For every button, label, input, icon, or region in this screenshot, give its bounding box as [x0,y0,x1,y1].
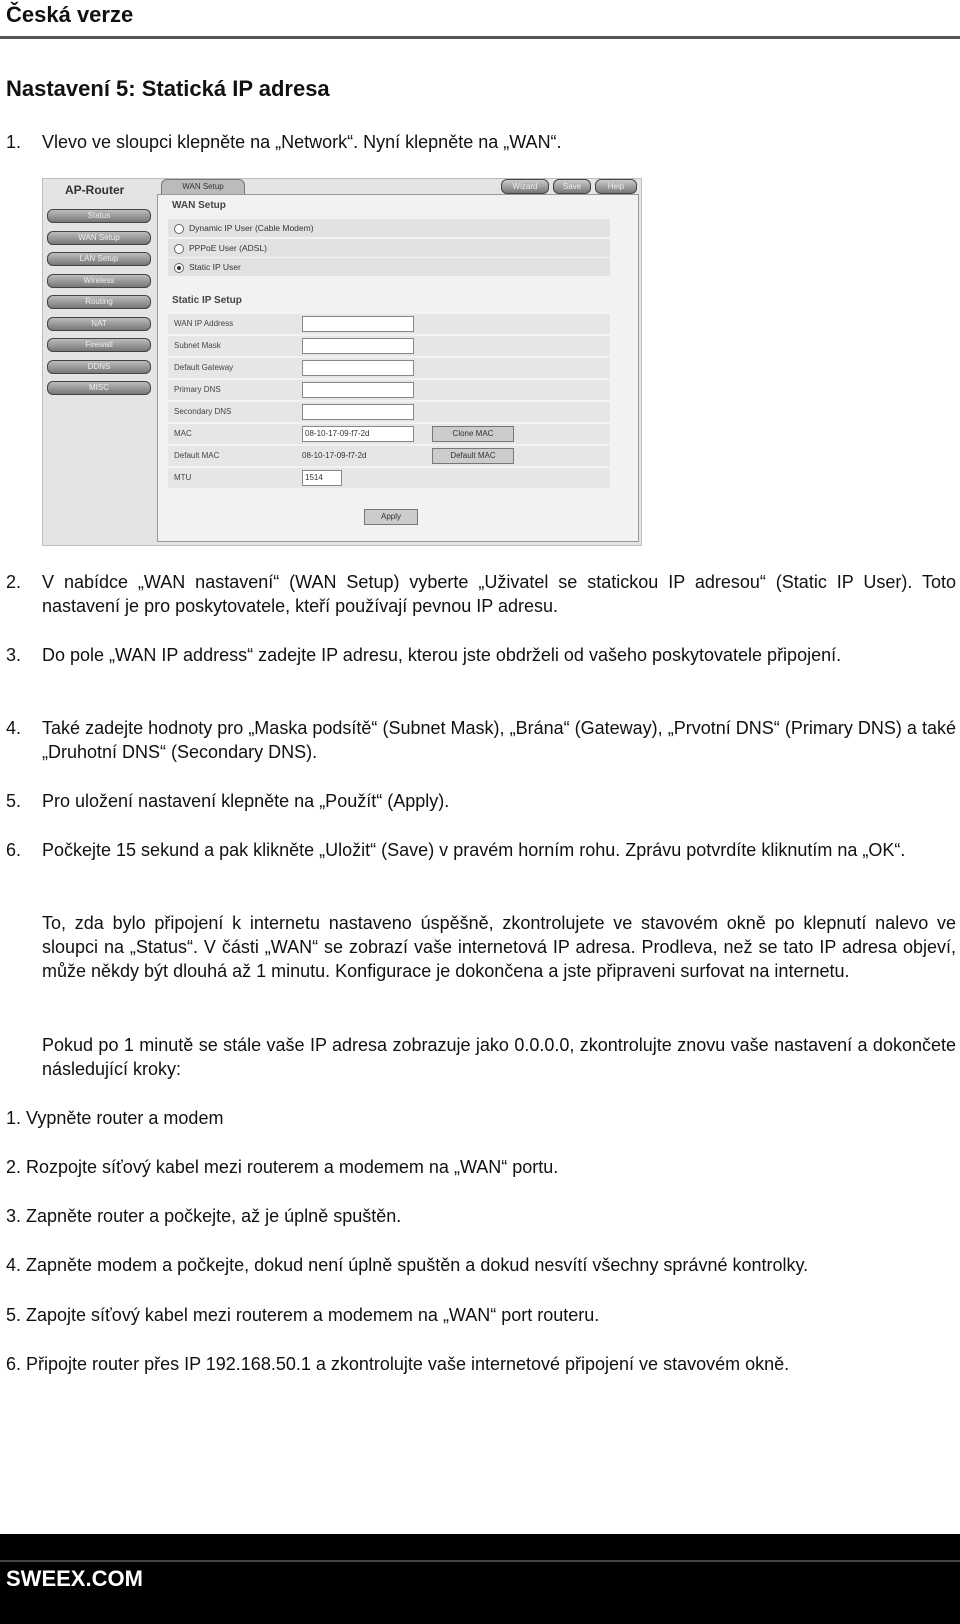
step-3 [0,643,960,691]
troubleshoot-step-6: 6. Připojte router přes IP 192.168.50.1 a zkontrolujte vaše internetové připojení ve stavovém okně. [6,1354,790,1374]
clone-mac-button[interactable]: Clone MAC [432,426,514,442]
tab-wan-setup[interactable]: WAN Setup [161,179,245,195]
apply-button[interactable]: Apply [364,509,418,525]
nav-status-button[interactable]: Status [47,209,151,223]
wan-setup-heading: WAN Setup [172,200,226,211]
step-number: 3. [6,645,22,665]
gateway-label: Default Gateway [174,363,234,372]
row-mac [168,424,610,444]
troubleshoot-step-2: 2. Rozpojte síťový kabel mezi routerem a modemem na „WAN“ portu. [6,1157,559,1177]
wizard-button[interactable]: Wizard [501,179,549,194]
gateway-input[interactable] [302,360,414,376]
step-text: Do pole „WAN IP address“ zadejte IP adresu, kterou jste obdrželi od vašeho poskytovatele připojení. [42,645,842,665]
step-number: 2. [6,572,22,592]
option-static-ip[interactable] [168,258,610,276]
secondary-dns-label: Secondary DNS [174,407,232,416]
row-secondary-dns [168,402,610,422]
footer-brand: SWEEX.COM [6,1566,143,1591]
nav-ddns-button[interactable]: DDNS [47,360,151,374]
subnet-label: Subnet Mask [174,341,221,350]
wan-ip-label: WAN IP Address [174,319,234,328]
primary-dns-input[interactable] [302,382,414,398]
wan-ip-input[interactable] [302,316,414,332]
router-left-nav [47,209,151,403]
nav-nat-button[interactable]: NAT [47,317,151,331]
wan-setup-panel [157,194,639,542]
option-label: Static IP User [189,262,241,272]
troubleshoot-step-3: 3. Zapněte router a počkejte, až je úplně spuštěn. [6,1206,402,1226]
troubleshoot-step-5: 5. Zapojte síťový kabel mezi routerem a modemem na „WAN“ port routeru. [6,1305,600,1325]
radio-icon [174,244,184,254]
nav-misc-button[interactable]: MISC [47,381,151,395]
step-2 [0,570,960,618]
default-mac-label: Default MAC [174,451,220,460]
nav-firewall-button[interactable]: Firewall [47,338,151,352]
row-default-mac [168,446,610,466]
router-screenshot [42,178,642,546]
secondary-dns-input[interactable] [302,404,414,420]
step-number: 1. [6,132,22,152]
step-text: Pro uložení nastavení klepněte na „Použít“ (Apply). [42,791,450,811]
nav-wan-setup-button[interactable]: WAN Setup [47,231,151,245]
step-5 [0,789,960,813]
step-6 [0,838,960,886]
footer-divider [0,1560,960,1562]
row-wan-ip [168,314,610,334]
static-ip-heading: Static IP Setup [172,295,242,306]
default-mac-button[interactable]: Default MAC [432,448,514,464]
radio-selected-icon [174,263,184,273]
router-brand: AP-Router [65,183,125,197]
step-number: 4. [6,718,22,738]
section-heading: Nastavení 5: Statická IP adresa [6,76,330,101]
step-number: 5. [6,791,22,811]
mtu-input[interactable]: 1514 [302,470,342,486]
nav-wireless-button[interactable]: Wireless [47,274,151,288]
nav-routing-button[interactable]: Routing [47,295,151,309]
row-primary-dns [168,380,610,400]
step-text: Počkejte 15 sekund a pak klikněte „Uložit“ (Save) v pravém horním rohu. Zprávu potvrdíte kliknutím na „OK“. [42,840,906,860]
row-gateway [168,358,610,378]
title-rule [0,36,960,39]
step-text: V nabídce „WAN nastavení“ (WAN Setup) vyberte „Uživatel se statickou IP adresou“ (Static IP User). Toto nastavení je pro poskytovatele, kteří používají pevnou IP adresu. [42,572,956,616]
status-paragraph: To, zda bylo připojení k internetu nastaveno úspěšně, zkontrolujete ve stavovém okně po klepnutí nalevo ve sloupci na „Status“. V části „WAN“ se zobrazí vaše internetová IP adresa. Prodleva, než se tato IP adresa objeví, může někdy být dlouhá až 1 minutu. Konfigurace je dokončena a jste připraveni surfovat na internetu. [42,913,956,981]
subnet-input[interactable] [302,338,414,354]
nav-lan-setup-button[interactable]: LAN Setup [47,252,151,266]
option-label: PPPoE User (ADSL) [189,243,267,253]
row-subnet [168,336,610,356]
step-number: 6. [6,840,22,860]
troubleshoot-step-1: 1. Vypněte router a modem [6,1108,224,1128]
default-mac-value: 08-10-17-09-f7-2d [302,451,367,460]
help-button[interactable]: Help [595,179,637,194]
troubleshoot-step-4: 4. Zapněte modem a počkejte, dokud není úplně spuštěn a dokud nesvítí všechny správné kontrolky. [6,1255,809,1275]
step-4 [0,716,960,764]
option-dynamic-ip[interactable] [168,219,610,237]
mtu-label: MTU [174,473,192,482]
option-pppoe[interactable] [168,239,610,257]
primary-dns-label: Primary DNS [174,385,221,394]
mac-label: MAC [174,429,192,438]
option-label: Dynamic IP User (Cable Modem) [189,223,314,233]
footer-bar [0,1534,960,1624]
save-button[interactable]: Save [553,179,591,194]
row-mtu [168,468,610,488]
radio-icon [174,224,184,234]
page-title: Česká verze [6,2,134,27]
retry-paragraph: Pokud po 1 minutě se stále vaše IP adresa zobrazuje jako 0.0.0.0, zkontrolujte znovu vaše nastavení a dokončete následující kroky: [42,1035,956,1079]
mac-input[interactable]: 08-10-17-09-f7-2d [302,426,414,442]
step-text: Vlevo ve sloupci klepněte na „Network“. Nyní klepněte na „WAN“. [42,132,562,152]
step-text: Také zadejte hodnoty pro „Maska podsítě“ (Subnet Mask), „Brána“ (Gateway), „Prvotní DNS“ (Primary DNS) a také „Druhotní DNS“ (Secondary DNS). [42,718,956,762]
